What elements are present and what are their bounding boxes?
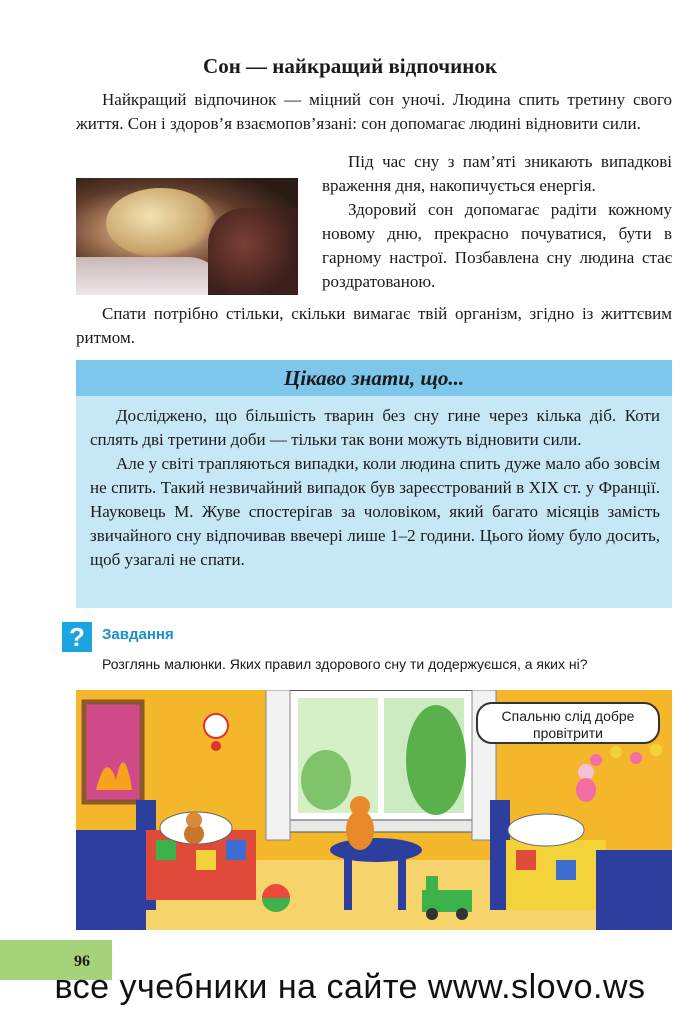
child-face-shape	[106, 188, 216, 258]
task-title: Завдання	[102, 626, 174, 643]
footer-watermark-text: все учебники на сайте www.slovo.ws	[54, 968, 646, 1006]
paragraph: Але у світі трапляються випадки, коли людина спить дуже мало або зовсім не спить. Такий незвичайний випадок був зареєстрований в XIX ст. у Франції. Науковець М. Жуве спостерігав за чоловіком, який багато місяців замість звичайного сну відпочивав ввечері лише 1–2 години. Цього йому було досить, щоб узагалі не спати.	[90, 454, 660, 569]
task-instruction: Розглянь малюнки. Яких правил здорового сну ти додержуєшся, а яких ні?	[102, 656, 588, 672]
did-you-know-text	[90, 404, 660, 572]
blanket-shape	[208, 208, 298, 295]
did-you-know-title: Цікаво знати, що...	[76, 360, 672, 396]
section-heading: Сон — найкращий відпочинок	[203, 54, 497, 78]
did-you-know-box	[76, 360, 672, 608]
paragraph: Найкращий відпочинок — міцний сон уночі. Людина спить третину свого життя. Сон і здоров’я взаємопов’язані: сон допомагає людині відновити сили.	[76, 90, 672, 133]
paragraph: Під час сну з пам’яті зникають випадкові враження дня, накопичується енергія.	[322, 152, 672, 195]
closing-text	[76, 302, 672, 350]
intro-text	[76, 88, 672, 136]
pillow-shape	[76, 257, 226, 295]
paragraph: Досліджено, що більшість тварин без сну гине через кілька діб. Коти сплять дві третини доби — тільки так вони можуть відновити сили.	[90, 406, 660, 449]
question-icon: ?	[62, 622, 92, 652]
page-number: 96	[74, 953, 90, 970]
speech-bubble: Спальню слід добре провітрити	[476, 702, 660, 744]
sleeping-child-photo	[76, 178, 298, 295]
paragraph: Спати потрібно стільки, скільки вимагає твій організм, згідно із життєвим ритмом.	[76, 304, 672, 347]
side-text	[322, 150, 672, 294]
paragraph: Здоровий сон допомагає радіти кожному новому дню, прекрасно почуватися, бути в гарному настрої. Позбавлена сну людина стає роздратованою.	[322, 200, 672, 291]
